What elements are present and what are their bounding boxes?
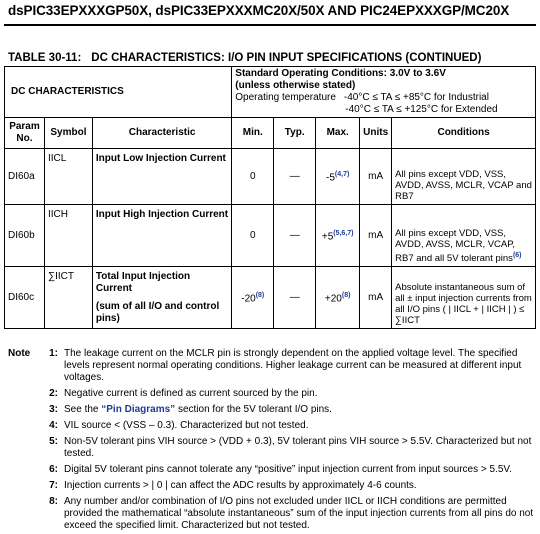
- note-item: [8, 420, 534, 432]
- soc-title: Standard Operating Conditions: 3.0V to 3.6V: [235, 68, 446, 79]
- row-min: 0: [232, 149, 274, 205]
- note-text: Injection currents > | 0 | can affect the ADC results by approximately 4-6 counts.: [64, 480, 417, 491]
- row-units: mA: [360, 205, 392, 267]
- note-text: Negative current is defined as current sourced by the pin.: [64, 388, 318, 399]
- row-conditions: [392, 149, 536, 205]
- col-typ: Typ.: [274, 118, 316, 149]
- note-item: [8, 404, 534, 416]
- row-min: [232, 267, 274, 329]
- row-max-value: -5: [326, 172, 335, 184]
- note-item: [8, 464, 534, 476]
- row-characteristic-text: Input Low Injection Current: [95, 153, 226, 164]
- row-conditions-text: All pins except VDD, VSS, AVDD, AVSS, MCLR, VCAP and RB7: [395, 169, 532, 202]
- row-symbol: ∑IICT: [44, 267, 92, 329]
- note-number: 6:: [49, 464, 58, 475]
- note-number: 4:: [49, 420, 58, 431]
- note-text: The leakage current on the MCLR pin is strongly dependent on the applied voltage level. The specified levels represent normal operating conditions. Higher leakage current can be measured at different input voltages.: [64, 348, 522, 383]
- col-param: Param No.: [5, 118, 45, 149]
- row-characteristic: [92, 267, 231, 329]
- note-number: 5:: [49, 436, 58, 447]
- row-symbol: IICH: [44, 205, 92, 267]
- dc-characteristics-label: DC CHARACTERISTICS: [5, 67, 232, 118]
- note-number: 1:: [49, 348, 58, 359]
- note-item: [8, 480, 534, 492]
- column-header-row: [5, 118, 536, 149]
- table-row: [5, 149, 536, 205]
- note-text-post: section for the 5V tolerant I/O pins.: [175, 404, 332, 415]
- row-param: DI60c: [5, 267, 45, 329]
- table-row: [5, 205, 536, 267]
- row-conditions: [392, 205, 536, 267]
- row-max-value: +20: [324, 293, 342, 305]
- note-text: VIL source < (VSS – 0.3). Characterized but not tested.: [64, 420, 309, 431]
- row-conditions: [392, 267, 536, 329]
- table-number: TABLE 30-11:: [8, 52, 82, 64]
- row-max: [316, 267, 360, 329]
- note-text: [64, 404, 534, 416]
- row-characteristic-text: Input High Injection Current: [95, 209, 229, 220]
- row-typ: —: [274, 149, 316, 205]
- col-conditions: Conditions: [392, 118, 536, 149]
- row-typ: —: [274, 267, 316, 329]
- operating-conditions: [232, 67, 536, 118]
- row-max-note-link[interactable]: (4,7): [334, 170, 350, 178]
- soc-line-industrial: [235, 92, 532, 104]
- row-characteristic-text: Total Input Injection Current: [95, 271, 191, 294]
- row-units: mA: [360, 267, 392, 329]
- note-number: 3:: [49, 404, 58, 415]
- row-conditions-note-link[interactable]: (6): [512, 251, 522, 259]
- row-param: DI60a: [5, 149, 45, 205]
- row-max-value: +5: [321, 231, 334, 243]
- table-title-text: DC CHARACTERISTICS: I/O PIN INPUT SPECIFICATIONS (CONTINUED): [91, 52, 482, 64]
- table-row: [5, 267, 536, 329]
- note-item: [8, 496, 534, 532]
- col-units: Units: [360, 118, 392, 149]
- row-characteristic: [92, 149, 231, 205]
- row-param: DI60b: [5, 205, 45, 267]
- note-text-pre: See the: [64, 404, 102, 415]
- soc-subtitle: (unless otherwise stated): [235, 80, 356, 91]
- row-symbol: IICL: [44, 149, 92, 205]
- col-max: Max.: [316, 118, 360, 149]
- dc-characteristics-table: [4, 66, 536, 329]
- col-characteristic: Characteristic: [92, 118, 231, 149]
- note-text: Digital 5V tolerant pins cannot tolerate any “positive” input injection current from input sources > 5.5V.: [64, 464, 512, 475]
- note-number: 8:: [49, 496, 58, 507]
- col-min: Min.: [232, 118, 274, 149]
- note-text: Any number and/or combination of I/O pins not excluded under IICL or IICH conditions are permitted provided the mathematical “absolute instantaneous” sum of the input injection currents from all pins do not exceed the specified limit. Characterized but not tested.: [64, 496, 534, 531]
- note-item: [8, 348, 534, 384]
- row-max-note-link[interactable]: (8): [341, 291, 351, 299]
- pin-diagrams-link[interactable]: “Pin Diagrams”: [101, 404, 176, 415]
- notes-section: [8, 348, 534, 533]
- row-min-note-link[interactable]: (8): [255, 291, 265, 299]
- row-min-value: -20: [241, 293, 256, 305]
- soc-line-extended: [235, 104, 532, 116]
- note-item: [8, 436, 534, 460]
- soc-industrial-range: -40°C ≤ TA ≤ +85°C for Industrial: [343, 92, 489, 103]
- note-number: 2:: [49, 388, 58, 399]
- row-max: [316, 149, 360, 205]
- table-header-row: [5, 67, 536, 118]
- row-max: [316, 205, 360, 267]
- note-label: Note: [8, 348, 31, 359]
- row-units: mA: [360, 149, 392, 205]
- row-characteristic: [92, 205, 231, 267]
- soc-temp-label: Operating temperature: [235, 92, 336, 103]
- header-rule: [4, 24, 536, 26]
- table-title: [8, 52, 481, 64]
- soc-extended-range: -40°C ≤ TA ≤ +125°C for Extended: [345, 104, 498, 115]
- note-item: [8, 388, 534, 400]
- row-characteristic-subtext: (sum of all I/O and control pins): [95, 301, 220, 324]
- row-conditions-text: Absolute instantaneous sum of all ± input injection currents from all I/O pins ( | IICL + | IICH | ) ≤ ∑IICT: [395, 282, 532, 326]
- col-symbol: Symbol: [44, 118, 92, 149]
- document-header: dsPIC33EPXXXGP50X, dsPIC33EPXXXMC20X/50X AND PIC24EPXXXGP/MC20X: [8, 3, 510, 18]
- row-max-note-link[interactable]: (5,6,7): [333, 229, 354, 237]
- note-text: Non-5V tolerant pins VIH source > (VDD + 0.3), 5V tolerant pins VIH source > 5.5V. Characterized but not tested.: [64, 436, 532, 459]
- note-number: 7:: [49, 480, 58, 491]
- row-conditions-text: All pins except VDD, VSS, AVDD, AVSS, MCLR, VCAP, RB7 and all 5V tolerant pins: [395, 227, 516, 264]
- row-typ: —: [274, 205, 316, 267]
- row-min: 0: [232, 205, 274, 267]
